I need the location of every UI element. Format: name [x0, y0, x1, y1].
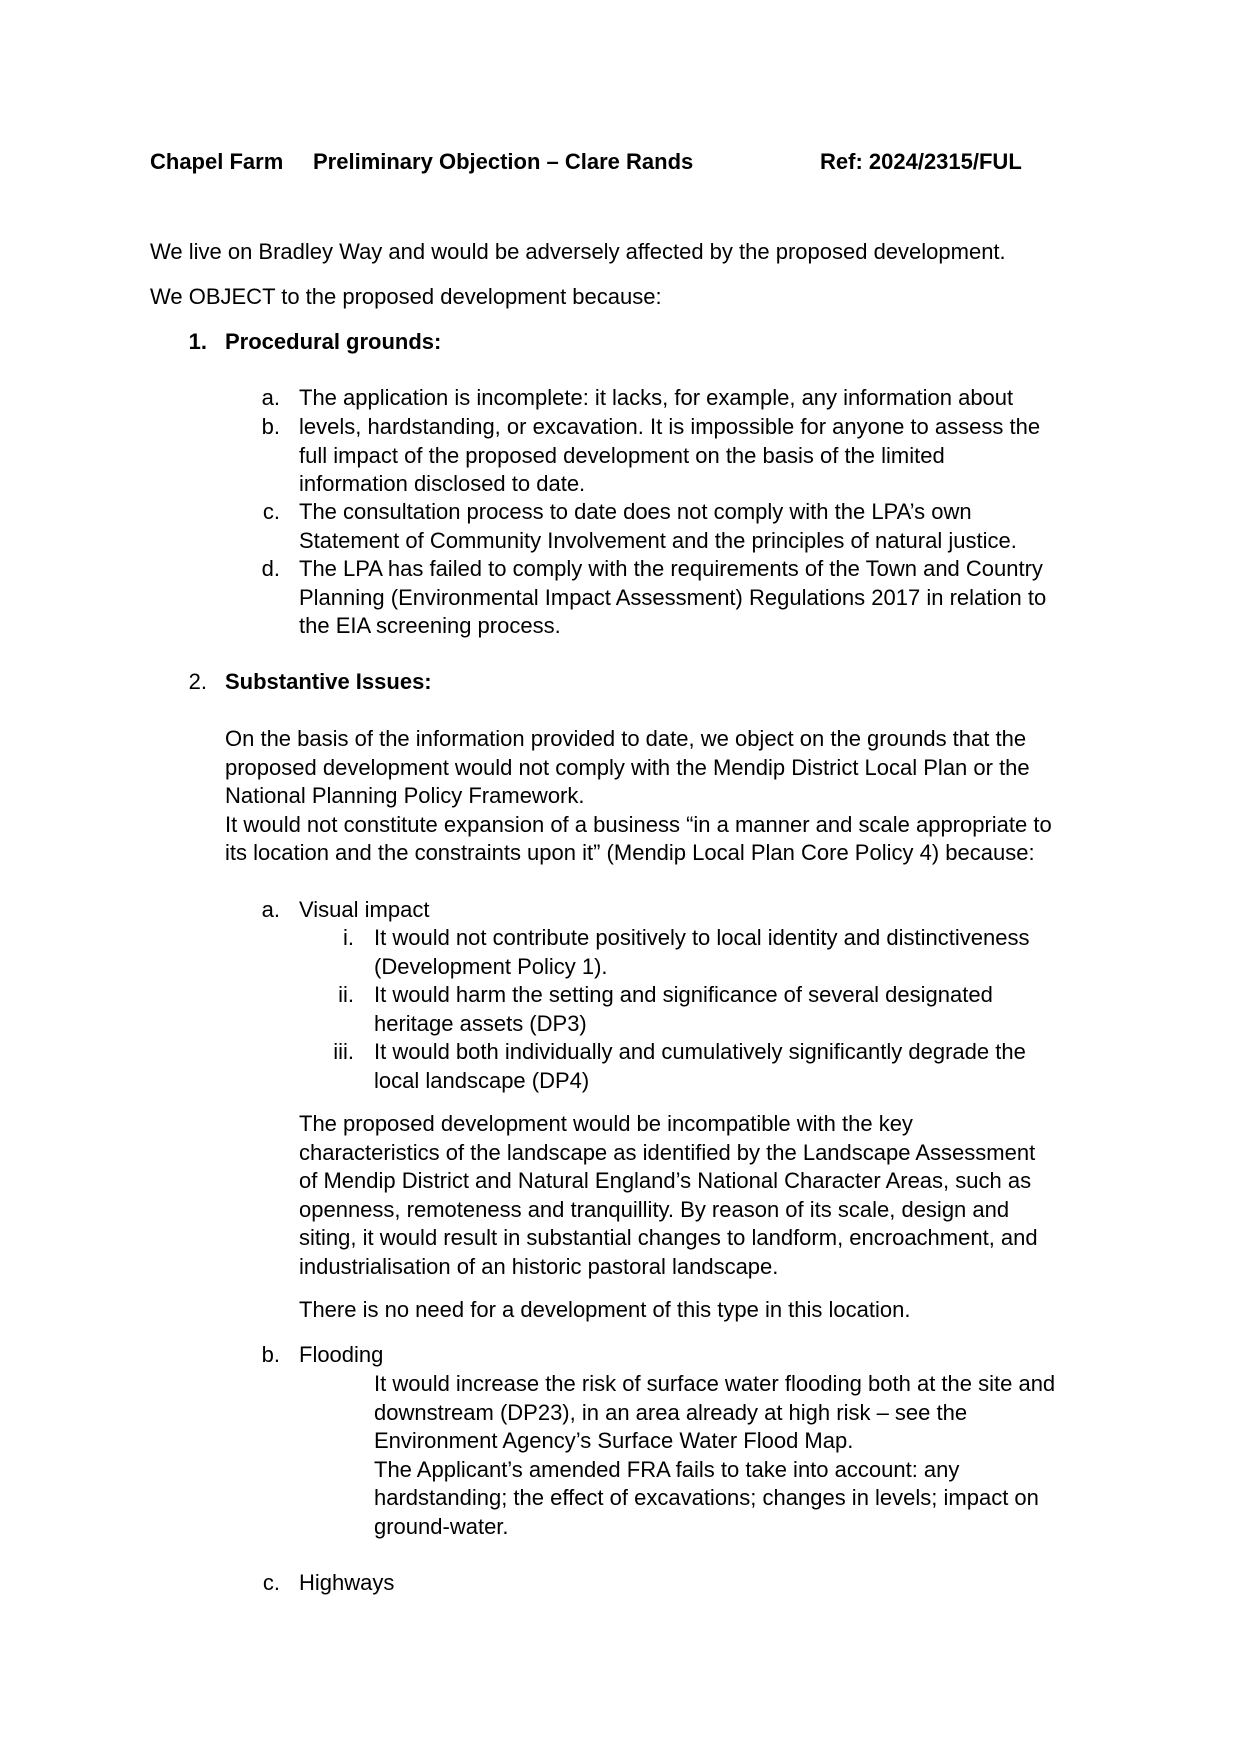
list-line: (Development Policy 1).: [374, 953, 608, 979]
list-line: It would harm the setting and significance of several designated: [374, 982, 993, 1007]
visual-impact-paragraph: [299, 1110, 1119, 1281]
paragraph-line: National Planning Policy Framework.: [225, 783, 585, 808]
list-marker: b.: [261, 1342, 280, 1367]
header-title: Chapel Farm: [150, 149, 284, 174]
list-line: local landscape (DP4): [374, 1067, 590, 1093]
paragraph-line: downstream (DP23), in an area already at high risk – see the: [374, 1399, 968, 1425]
paragraph-line: The Applicant’s amended FRA fails to take into account: any: [374, 1456, 960, 1482]
list-marker: a.: [261, 897, 280, 922]
subsection-label: Visual impact: [299, 897, 430, 922]
intro-paragraph: We live on Bradley Way and would be adversely affected by the proposed development.: [150, 239, 1006, 264]
paragraph-line: openness, remoteness and tranquillity. By reason of its scale, design and: [299, 1196, 1010, 1222]
paragraph-line: industrialisation of an historic pastoral landscape.: [299, 1253, 779, 1279]
paragraph-line: ground-water.: [374, 1513, 509, 1539]
paragraph-line: On the basis of the information provided to date, we object on the grounds that the: [225, 726, 1027, 751]
list-marker: c.: [262, 1570, 280, 1595]
list-line: levels, hardstanding, or excavation. It is impossible for anyone to assess the: [299, 414, 1041, 439]
list-line: Planning (Environmental Impact Assessment) Regulations 2017 in relation to: [299, 584, 1047, 610]
list-line: the EIA screening process.: [299, 613, 561, 638]
no-need-note: There is no need for a development of this type in this location.: [299, 1297, 911, 1322]
list-line: Statement of Community Involvement and the principles of natural justice.: [299, 527, 1017, 553]
paragraph-line: It would increase the risk of surface water flooding both at the site and: [374, 1371, 1056, 1396]
flooding-paragraph: [374, 1370, 1124, 1541]
paragraph-line: its location and the constraints upon it” (Mendip Local Plan Core Policy 4) because:: [225, 840, 1035, 865]
list-line: It would not contribute positively to local identity and distinctiveness: [374, 925, 1030, 950]
paragraph-line: Environment Agency’s Surface Water Flood Map.: [374, 1428, 854, 1453]
subsection-label: Flooding: [299, 1342, 384, 1367]
list-marker: i.: [343, 925, 354, 950]
list-line: The consultation process to date does not comply with the LPA’s own: [299, 499, 972, 524]
header-subtitle: Preliminary Objection – Clare Rands: [313, 149, 694, 174]
list-marker: d.: [261, 556, 280, 581]
section2-marker: 2.: [188, 669, 207, 694]
paragraph-line: hardstanding; the effect of excavations; changes in levels; impact on: [374, 1485, 1039, 1510]
list-marker: iii.: [333, 1039, 354, 1064]
section1-heading: Procedural grounds:: [225, 329, 442, 354]
list-line: information disclosed to date.: [299, 471, 586, 496]
paragraph-line: The proposed development would be incompatible with the key: [299, 1111, 913, 1136]
list-line: heritage assets (DP3): [374, 1010, 587, 1036]
paragraph-line: of Mendip District and Natural England’s National Character Areas, such as: [299, 1168, 1032, 1193]
list-marker: c.: [262, 499, 280, 524]
list-line: The LPA has failed to comply with the requirements of the Town and Country: [299, 556, 1043, 581]
intro-objection: We OBJECT to the proposed development because:: [150, 284, 662, 309]
section2-heading: Substantive Issues:: [225, 669, 432, 694]
list-marker: b.: [261, 414, 280, 439]
paragraph-line: characteristics of the landscape as identified by the Landscape Assessment: [299, 1139, 1036, 1165]
list-marker: ii.: [338, 982, 354, 1007]
subsection-label: Highways: [299, 1570, 395, 1595]
list-marker: a.: [261, 385, 280, 410]
section1-marker: 1.: [188, 329, 207, 354]
list-line: The application is incomplete: it lacks, for example, any information about: [299, 385, 1014, 410]
section2-intro: [225, 725, 1125, 868]
paragraph-line: siting, it would result in substantial changes to landform, encroachment, and: [299, 1225, 1038, 1250]
paragraph-line: It would not constitute expansion of a business “in a manner and scale appropriate to: [225, 811, 1052, 837]
paragraph-line: proposed development would not comply with the Mendip District Local Plan or the: [225, 754, 1030, 780]
list-line: It would both individually and cumulatively significantly degrade the: [374, 1039, 1026, 1064]
header-ref: Ref: 2024/2315/FUL: [820, 149, 1022, 174]
list-line: full impact of the proposed development on the basis of the limited: [299, 442, 945, 468]
